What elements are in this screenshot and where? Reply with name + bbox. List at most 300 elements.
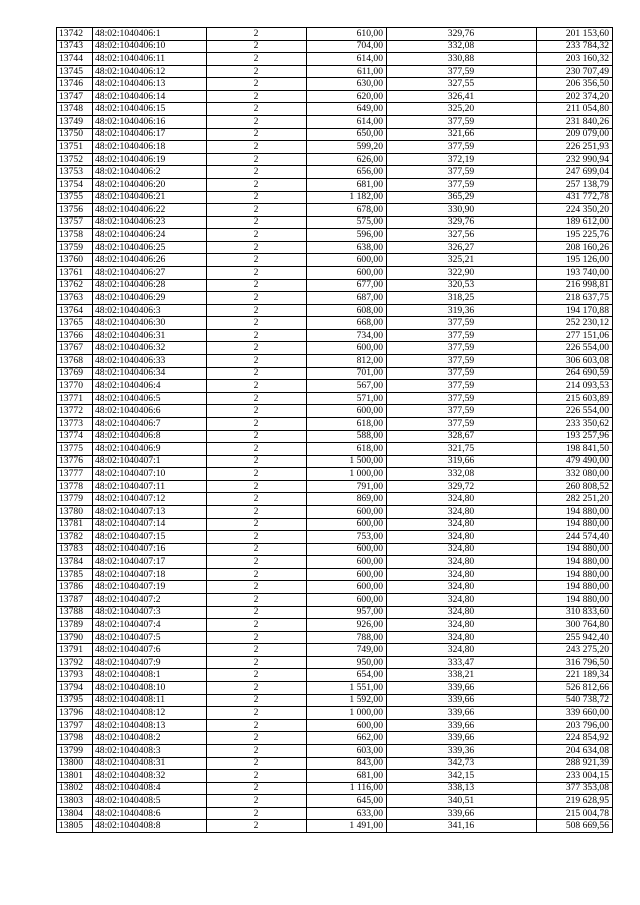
- count-cell: 2: [207, 669, 307, 682]
- rate-cell: 324,80: [387, 493, 537, 506]
- area-cell: 630,00: [307, 78, 387, 91]
- table-row: [57, 392, 613, 405]
- cadastral-number-cell: 48:02:1040407:9: [93, 656, 207, 669]
- cadastral-number-cell: 48:02:1040408:31: [93, 757, 207, 770]
- cadastral-number-cell: 48:02:1040407:3: [93, 606, 207, 619]
- row-number-cell: 13786: [57, 581, 93, 594]
- cadastral-number-cell: 48:02:1040407:14: [93, 518, 207, 531]
- table-row: [57, 191, 613, 204]
- table-row: [57, 78, 613, 91]
- row-number-cell: 13789: [57, 619, 93, 632]
- cadastral-value-cell: 260 808,52: [537, 480, 613, 493]
- cadastral-value-cell: 198 841,50: [537, 443, 613, 456]
- count-cell: 2: [207, 518, 307, 531]
- cadastral-value-cell: 224 854,92: [537, 732, 613, 745]
- cadastral-value-cell: 377 353,08: [537, 782, 613, 795]
- cadastral-number-cell: 48:02:1040408:6: [93, 807, 207, 820]
- rate-cell: 339,36: [387, 744, 537, 757]
- cadastral-number-cell: 48:02:1040406:21: [93, 191, 207, 204]
- count-cell: 2: [207, 770, 307, 783]
- cadastral-value-cell: 231 840,26: [537, 116, 613, 129]
- cadastral-value-cell: 203 796,00: [537, 719, 613, 732]
- rate-cell: 321,75: [387, 443, 537, 456]
- row-number-cell: 13752: [57, 153, 93, 166]
- cadastral-value-cell: 215 004,78: [537, 807, 613, 820]
- cadastral-value-cell: 194 880,00: [537, 505, 613, 518]
- row-number-cell: 13803: [57, 795, 93, 808]
- table-row: [57, 707, 613, 720]
- cadastral-value-cell: 211 054,80: [537, 103, 613, 116]
- area-cell: 788,00: [307, 631, 387, 644]
- row-number-cell: 13747: [57, 90, 93, 103]
- cadastral-number-cell: 48:02:1040406:16: [93, 116, 207, 129]
- cadastral-number-cell: 48:02:1040408:11: [93, 694, 207, 707]
- count-cell: 2: [207, 493, 307, 506]
- cadastral-number-cell: 48:02:1040408:1: [93, 669, 207, 682]
- table-row: [57, 443, 613, 456]
- cadastral-number-cell: 48:02:1040407:5: [93, 631, 207, 644]
- count-cell: 2: [207, 128, 307, 141]
- cadastral-number-cell: 48:02:1040406:3: [93, 304, 207, 317]
- cadastral-value-cell: 230 707,49: [537, 65, 613, 78]
- area-cell: 926,00: [307, 619, 387, 632]
- row-number-cell: 13783: [57, 543, 93, 556]
- cadastral-value-cell: 203 160,32: [537, 53, 613, 66]
- cadastral-number-cell: 48:02:1040406:29: [93, 292, 207, 305]
- count-cell: 2: [207, 204, 307, 217]
- count-cell: 2: [207, 367, 307, 380]
- cadastral-value-cell: 194 880,00: [537, 543, 613, 556]
- table-row: [57, 606, 613, 619]
- row-number-cell: 13799: [57, 744, 93, 757]
- row-number-cell: 13762: [57, 279, 93, 292]
- rate-cell: 325,21: [387, 254, 537, 267]
- count-cell: 2: [207, 556, 307, 569]
- area-cell: 1 116,00: [307, 782, 387, 795]
- area-cell: 603,00: [307, 744, 387, 757]
- count-cell: 2: [207, 455, 307, 468]
- rate-cell: 377,59: [387, 392, 537, 405]
- rate-cell: 326,27: [387, 241, 537, 254]
- area-cell: 600,00: [307, 266, 387, 279]
- rate-cell: 319,66: [387, 455, 537, 468]
- cadastral-value-cell: 216 998,81: [537, 279, 613, 292]
- cadastral-number-cell: 48:02:1040408:4: [93, 782, 207, 795]
- rate-cell: 326,41: [387, 90, 537, 103]
- cadastral-number-cell: 48:02:1040407:15: [93, 531, 207, 544]
- table-row: [57, 757, 613, 770]
- rate-cell: 318,25: [387, 292, 537, 305]
- cadastral-value-cell: 194 880,00: [537, 594, 613, 607]
- rate-cell: 324,80: [387, 606, 537, 619]
- cadastral-number-cell: 48:02:1040407:18: [93, 568, 207, 581]
- rate-cell: 340,51: [387, 795, 537, 808]
- rate-cell: 327,55: [387, 78, 537, 91]
- row-number-cell: 13801: [57, 770, 93, 783]
- cadastral-number-cell: 48:02:1040407:17: [93, 556, 207, 569]
- rate-cell: 377,59: [387, 178, 537, 191]
- table-row: [57, 367, 613, 380]
- area-cell: 662,00: [307, 732, 387, 745]
- cadastral-value-cell: 214 093,53: [537, 380, 613, 393]
- area-cell: 704,00: [307, 40, 387, 53]
- row-number-cell: 13743: [57, 40, 93, 53]
- cadastral-number-cell: 48:02:1040406:19: [93, 153, 207, 166]
- table-row: [57, 518, 613, 531]
- rate-cell: 377,59: [387, 405, 537, 418]
- rate-cell: 342,73: [387, 757, 537, 770]
- cadastral-value-cell: 194 880,00: [537, 581, 613, 594]
- table-row: [57, 732, 613, 745]
- table-row: [57, 556, 613, 569]
- rate-cell: 330,90: [387, 204, 537, 217]
- row-number-cell: 13748: [57, 103, 93, 116]
- count-cell: 2: [207, 757, 307, 770]
- row-number-cell: 13781: [57, 518, 93, 531]
- cadastral-number-cell: 48:02:1040406:8: [93, 430, 207, 443]
- count-cell: 2: [207, 505, 307, 518]
- area-cell: 957,00: [307, 606, 387, 619]
- table-row: [57, 317, 613, 330]
- table-row: [57, 619, 613, 632]
- row-number-cell: 13746: [57, 78, 93, 91]
- row-number-cell: 13792: [57, 656, 93, 669]
- table-row: [57, 594, 613, 607]
- rate-cell: 329,72: [387, 480, 537, 493]
- area-cell: 1 500,00: [307, 455, 387, 468]
- count-cell: 2: [207, 153, 307, 166]
- cadastral-number-cell: 48:02:1040407:4: [93, 619, 207, 632]
- rate-cell: 377,59: [387, 367, 537, 380]
- count-cell: 2: [207, 40, 307, 53]
- table-row: [57, 744, 613, 757]
- table-row: [57, 417, 613, 430]
- cadastral-number-cell: 48:02:1040406:10: [93, 40, 207, 53]
- count-cell: 2: [207, 568, 307, 581]
- area-cell: 567,00: [307, 380, 387, 393]
- cadastral-number-cell: 48:02:1040406:27: [93, 266, 207, 279]
- area-cell: 1 551,00: [307, 682, 387, 695]
- count-cell: 2: [207, 28, 307, 41]
- row-number-cell: 13771: [57, 392, 93, 405]
- row-number-cell: 13754: [57, 178, 93, 191]
- count-cell: 2: [207, 166, 307, 179]
- count-cell: 2: [207, 53, 307, 66]
- cadastral-number-cell: 48:02:1040407:11: [93, 480, 207, 493]
- row-number-cell: 13776: [57, 455, 93, 468]
- cadastral-value-cell: 332 080,00: [537, 468, 613, 481]
- area-cell: 633,00: [307, 807, 387, 820]
- area-cell: 600,00: [307, 405, 387, 418]
- area-cell: 843,00: [307, 757, 387, 770]
- table-row: [57, 90, 613, 103]
- count-cell: 2: [207, 342, 307, 355]
- row-number-cell: 13765: [57, 317, 93, 330]
- table-row: [57, 216, 613, 229]
- area-cell: 1 182,00: [307, 191, 387, 204]
- rate-cell: 321,66: [387, 128, 537, 141]
- row-number-cell: 13788: [57, 606, 93, 619]
- count-cell: 2: [207, 581, 307, 594]
- cadastral-number-cell: 48:02:1040406:11: [93, 53, 207, 66]
- area-cell: 687,00: [307, 292, 387, 305]
- cadastral-value-cell: 233 784,32: [537, 40, 613, 53]
- count-cell: 2: [207, 78, 307, 91]
- count-cell: 2: [207, 417, 307, 430]
- area-cell: 656,00: [307, 166, 387, 179]
- rate-cell: 324,80: [387, 543, 537, 556]
- table-row: [57, 241, 613, 254]
- cadastral-value-cell: 282 251,20: [537, 493, 613, 506]
- count-cell: 2: [207, 90, 307, 103]
- cadastral-value-cell: 226 251,93: [537, 141, 613, 154]
- rate-cell: 339,66: [387, 807, 537, 820]
- area-cell: 950,00: [307, 656, 387, 669]
- count-cell: 2: [207, 594, 307, 607]
- row-number-cell: 13802: [57, 782, 93, 795]
- table-row: [57, 631, 613, 644]
- cadastral-value-cell: 316 796,50: [537, 656, 613, 669]
- rate-cell: 324,80: [387, 631, 537, 644]
- rate-cell: 327,56: [387, 229, 537, 242]
- area-cell: 600,00: [307, 581, 387, 594]
- cadastral-number-cell: 48:02:1040407:16: [93, 543, 207, 556]
- rate-cell: 339,66: [387, 732, 537, 745]
- cadastral-number-cell: 48:02:1040406:17: [93, 128, 207, 141]
- row-number-cell: 13794: [57, 682, 93, 695]
- row-number-cell: 13749: [57, 116, 93, 129]
- table-row: [57, 468, 613, 481]
- table-row: [57, 40, 613, 53]
- cadastral-number-cell: 48:02:1040406:2: [93, 166, 207, 179]
- row-number-cell: 13779: [57, 493, 93, 506]
- cadastral-value-cell: 233 350,62: [537, 417, 613, 430]
- cadastral-value-cell: 202 374,20: [537, 90, 613, 103]
- cadastral-value-cell: 526 812,66: [537, 682, 613, 695]
- area-cell: 600,00: [307, 594, 387, 607]
- row-number-cell: 13800: [57, 757, 93, 770]
- cadastral-number-cell: 48:02:1040406:31: [93, 329, 207, 342]
- row-number-cell: 13795: [57, 694, 93, 707]
- cadastral-number-cell: 48:02:1040407:1: [93, 455, 207, 468]
- count-cell: 2: [207, 304, 307, 317]
- cadastral-value-cell: 226 554,00: [537, 405, 613, 418]
- row-number-cell: 13744: [57, 53, 93, 66]
- cadastral-number-cell: 48:02:1040406:25: [93, 241, 207, 254]
- cadastral-number-cell: 48:02:1040406:33: [93, 355, 207, 368]
- area-cell: 638,00: [307, 241, 387, 254]
- area-cell: 650,00: [307, 128, 387, 141]
- table-row: [57, 103, 613, 116]
- rate-cell: 328,67: [387, 430, 537, 443]
- table-row: [57, 116, 613, 129]
- row-number-cell: 13778: [57, 480, 93, 493]
- cadastral-number-cell: 48:02:1040407:12: [93, 493, 207, 506]
- cadastral-number-cell: 48:02:1040406:4: [93, 380, 207, 393]
- cadastral-value-cell: 206 356,50: [537, 78, 613, 91]
- cadastral-number-cell: 48:02:1040408:5: [93, 795, 207, 808]
- area-cell: 668,00: [307, 317, 387, 330]
- count-cell: 2: [207, 656, 307, 669]
- rate-cell: 377,59: [387, 65, 537, 78]
- row-number-cell: 13775: [57, 443, 93, 456]
- row-number-cell: 13751: [57, 141, 93, 154]
- cadastral-number-cell: 48:02:1040406:20: [93, 178, 207, 191]
- table-row: [57, 128, 613, 141]
- area-cell: 678,00: [307, 204, 387, 217]
- table-row: [57, 405, 613, 418]
- table-body: [57, 28, 613, 833]
- table-row: [57, 581, 613, 594]
- table-row: [57, 204, 613, 217]
- area-cell: 571,00: [307, 392, 387, 405]
- count-cell: 2: [207, 744, 307, 757]
- cadastral-value-cell: 193 257,96: [537, 430, 613, 443]
- cadastral-value-cell: 339 660,00: [537, 707, 613, 720]
- area-cell: 681,00: [307, 770, 387, 783]
- cadastral-number-cell: 48:02:1040406:9: [93, 443, 207, 456]
- area-cell: 611,00: [307, 65, 387, 78]
- count-cell: 2: [207, 65, 307, 78]
- count-cell: 2: [207, 229, 307, 242]
- rate-cell: 324,80: [387, 505, 537, 518]
- rate-cell: 332,08: [387, 40, 537, 53]
- rate-cell: 332,08: [387, 468, 537, 481]
- area-cell: 791,00: [307, 480, 387, 493]
- rate-cell: 324,80: [387, 619, 537, 632]
- count-cell: 2: [207, 329, 307, 342]
- cadastral-value-cell: 208 160,26: [537, 241, 613, 254]
- table-row: [57, 505, 613, 518]
- count-cell: 2: [207, 707, 307, 720]
- area-cell: 701,00: [307, 367, 387, 380]
- cadastral-value-cell: 277 151,06: [537, 329, 613, 342]
- area-cell: 812,00: [307, 355, 387, 368]
- count-cell: 2: [207, 682, 307, 695]
- area-cell: 600,00: [307, 568, 387, 581]
- table-row: [57, 304, 613, 317]
- cadastral-value-cell: 233 004,15: [537, 770, 613, 783]
- cadastral-value-cell: 310 833,60: [537, 606, 613, 619]
- cadastral-value-cell: 215 603,89: [537, 392, 613, 405]
- cadastral-number-cell: 48:02:1040406:14: [93, 90, 207, 103]
- row-number-cell: 13774: [57, 430, 93, 443]
- row-number-cell: 13798: [57, 732, 93, 745]
- count-cell: 2: [207, 380, 307, 393]
- cadastral-number-cell: 48:02:1040408:32: [93, 770, 207, 783]
- row-number-cell: 13768: [57, 355, 93, 368]
- cadastral-value-cell: 194 880,00: [537, 556, 613, 569]
- area-cell: 645,00: [307, 795, 387, 808]
- row-number-cell: 13767: [57, 342, 93, 355]
- cadastral-value-cell: 219 628,95: [537, 795, 613, 808]
- row-number-cell: 13782: [57, 531, 93, 544]
- count-cell: 2: [207, 443, 307, 456]
- table-row: [57, 795, 613, 808]
- cadastral-number-cell: 48:02:1040406:24: [93, 229, 207, 242]
- area-cell: 614,00: [307, 116, 387, 129]
- table-row: [57, 480, 613, 493]
- count-cell: 2: [207, 355, 307, 368]
- cadastral-number-cell: 48:02:1040406:15: [93, 103, 207, 116]
- area-cell: 600,00: [307, 719, 387, 732]
- row-number-cell: 13804: [57, 807, 93, 820]
- table-row: [57, 65, 613, 78]
- cadastral-value-cell: 431 772,78: [537, 191, 613, 204]
- count-cell: 2: [207, 631, 307, 644]
- area-cell: 620,00: [307, 90, 387, 103]
- count-cell: 2: [207, 103, 307, 116]
- rate-cell: 341,16: [387, 820, 537, 833]
- area-cell: 1 491,00: [307, 820, 387, 833]
- table-row: [57, 329, 613, 342]
- cadastral-value-cell: 195 225,76: [537, 229, 613, 242]
- cadastral-number-cell: 48:02:1040407:13: [93, 505, 207, 518]
- area-cell: 596,00: [307, 229, 387, 242]
- count-cell: 2: [207, 531, 307, 544]
- rate-cell: 324,80: [387, 518, 537, 531]
- table-row: [57, 493, 613, 506]
- row-number-cell: 13785: [57, 568, 93, 581]
- row-number-cell: 13773: [57, 417, 93, 430]
- table-row: [57, 807, 613, 820]
- count-cell: 2: [207, 292, 307, 305]
- cadastral-number-cell: 48:02:1040406:7: [93, 417, 207, 430]
- table-row: [57, 141, 613, 154]
- rate-cell: 377,59: [387, 380, 537, 393]
- cadastral-number-cell: 48:02:1040408:10: [93, 682, 207, 695]
- row-number-cell: 13769: [57, 367, 93, 380]
- row-number-cell: 13759: [57, 241, 93, 254]
- cadastral-value-cell: 193 740,00: [537, 266, 613, 279]
- count-cell: 2: [207, 732, 307, 745]
- row-number-cell: 13793: [57, 669, 93, 682]
- row-number-cell: 13761: [57, 266, 93, 279]
- row-number-cell: 13745: [57, 65, 93, 78]
- row-number-cell: 13742: [57, 28, 93, 41]
- area-cell: 869,00: [307, 493, 387, 506]
- area-cell: 608,00: [307, 304, 387, 317]
- rate-cell: 372,19: [387, 153, 537, 166]
- table-row: [57, 694, 613, 707]
- area-cell: 614,00: [307, 53, 387, 66]
- rate-cell: 339,66: [387, 719, 537, 732]
- count-cell: 2: [207, 606, 307, 619]
- area-cell: 610,00: [307, 28, 387, 41]
- area-cell: 618,00: [307, 443, 387, 456]
- table-row: [57, 153, 613, 166]
- cadastral-value-cell: 264 690,59: [537, 367, 613, 380]
- area-cell: 575,00: [307, 216, 387, 229]
- rate-cell: 377,59: [387, 141, 537, 154]
- cadastral-value-cell: 194 880,00: [537, 568, 613, 581]
- area-cell: 1 592,00: [307, 694, 387, 707]
- cadastral-number-cell: 48:02:1040406:22: [93, 204, 207, 217]
- rate-cell: 329,76: [387, 28, 537, 41]
- table-row: [57, 644, 613, 657]
- count-cell: 2: [207, 480, 307, 493]
- cadastral-value-cell: 255 942,40: [537, 631, 613, 644]
- row-number-cell: 13787: [57, 594, 93, 607]
- rate-cell: 322,90: [387, 266, 537, 279]
- count-cell: 2: [207, 216, 307, 229]
- rate-cell: 324,80: [387, 644, 537, 657]
- row-number-cell: 13805: [57, 820, 93, 833]
- row-number-cell: 13796: [57, 707, 93, 720]
- rate-cell: 377,59: [387, 355, 537, 368]
- count-cell: 2: [207, 191, 307, 204]
- row-number-cell: 13790: [57, 631, 93, 644]
